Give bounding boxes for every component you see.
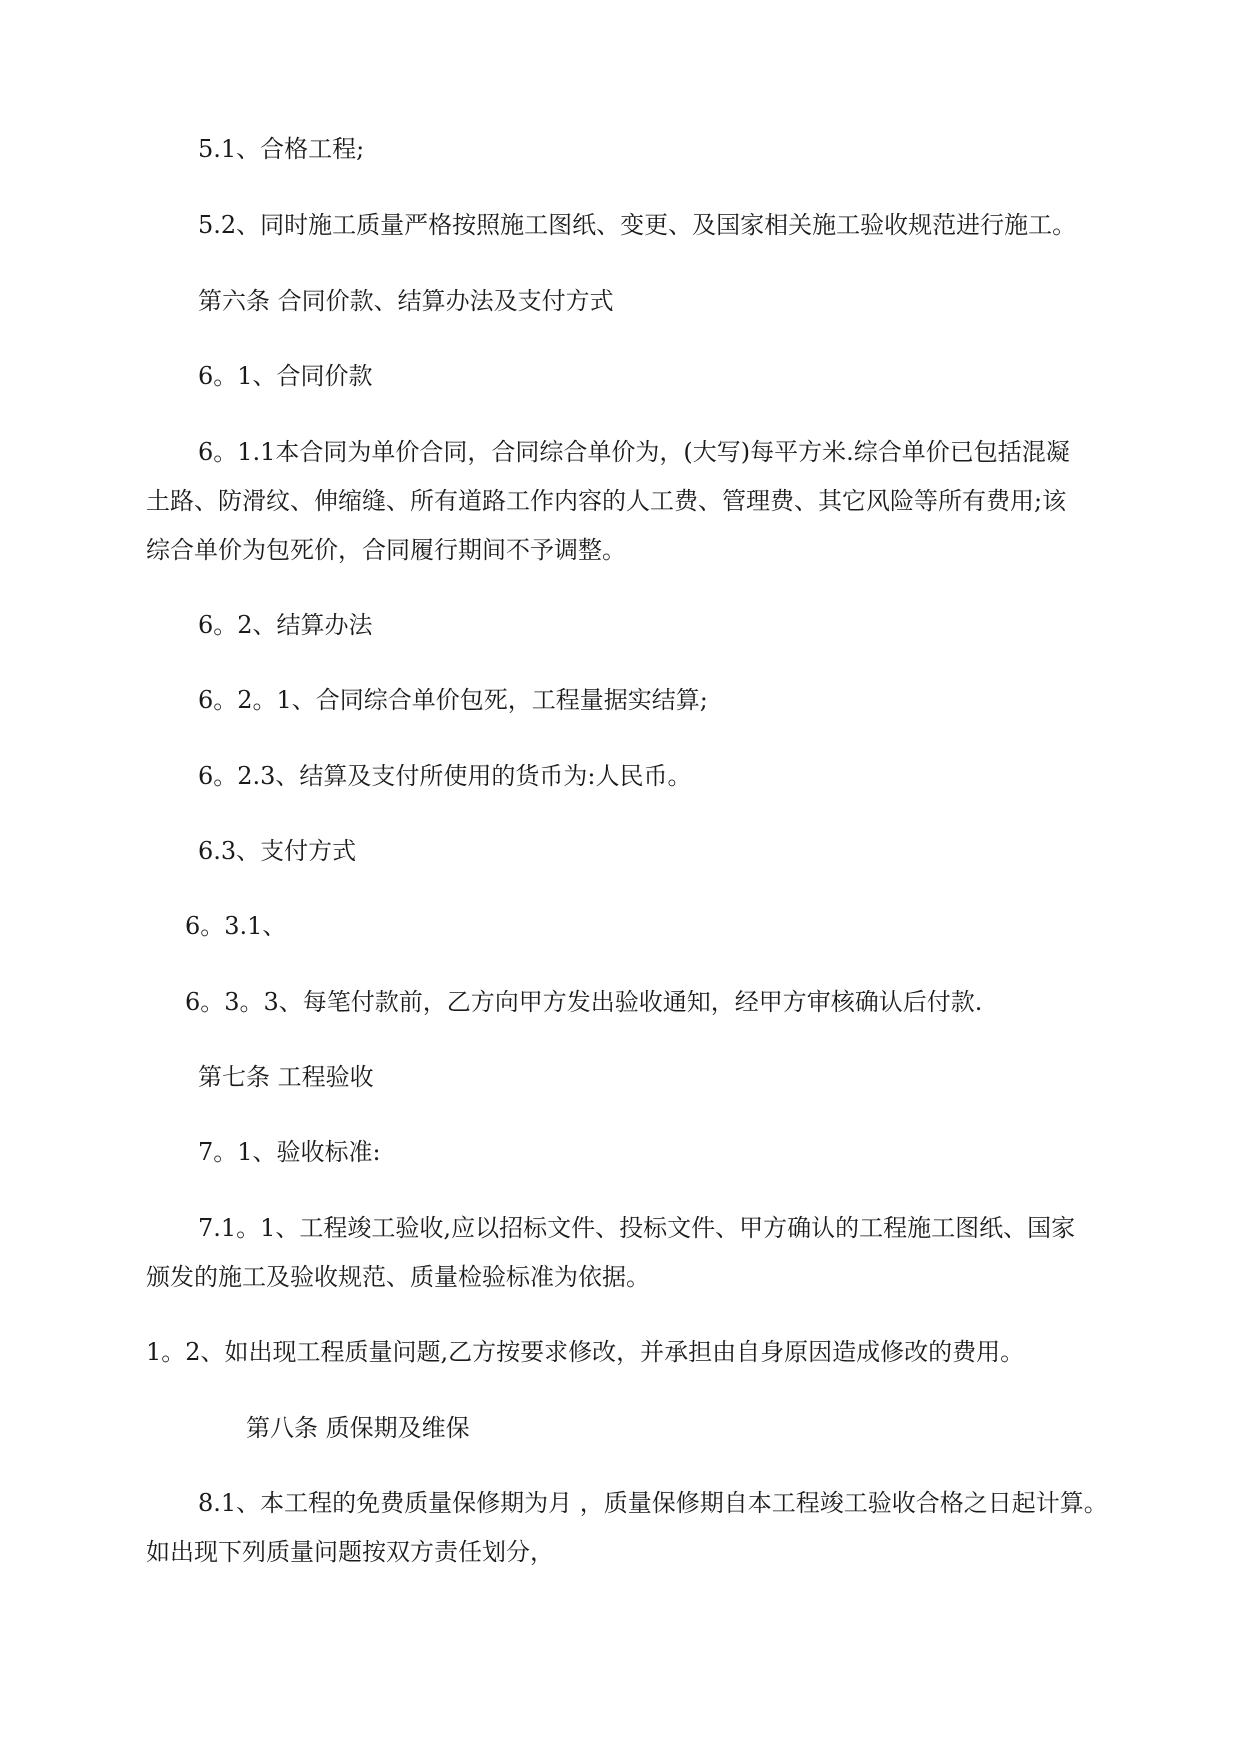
- clause-8-1-line-1: 8.1、本工程的免费质量保修期为月 ，质量保修期自本工程竣工验收合格之日起计算。: [198, 1489, 1108, 1517]
- clause-5-2: 5.2、同时施工质量严格按照施工图纸、变更、及国家相关施工验收规范进行施工。: [198, 211, 1077, 239]
- clause-7-1-1-line-1: 7.1。1、工程竣工验收,应以招标文件、投标文件、甲方确认的工程施工图纸、国家: [198, 1214, 1076, 1242]
- clause-6-1-1-line-3: 综合单价为包死价，合同履行期间不予调整。: [146, 536, 626, 564]
- clause-6-3-3: 6。3。3、每笔付款前，乙方向甲方发出验收通知，经甲方审核确认后付款.: [185, 988, 983, 1016]
- clause-6-1-1-line-1: 6。1.1本合同为单价合同，合同综合单价为，(大写)每平方米.综合单价已包括混凝: [198, 438, 1070, 466]
- clause-6-1-1-line-2: 土路、防滑纹、伸缩缝、所有道路工作内容的人工费、管理费、其它风险等所有费用;该: [146, 487, 1067, 515]
- clause-1-2: 1。2、如出现工程质量问题,乙方按要求修改，并承担由自身原因造成修改的费用。: [146, 1338, 1025, 1366]
- article-8-heading: 第八条 质保期及维保: [246, 1414, 470, 1442]
- clause-8-1-line-2: 如出现下列质量问题按双方责任划分，: [146, 1538, 554, 1566]
- clause-6-2-3: 6。2.3、结算及支付所使用的货币为:人民币。: [198, 762, 692, 790]
- clause-6-1: 6。1、合同价款: [198, 362, 373, 390]
- clause-5-1: 5.1、合格工程;: [198, 135, 365, 163]
- article-7-heading: 第七条 工程验收: [198, 1063, 374, 1091]
- clause-6-3: 6.3、支付方式: [198, 837, 357, 865]
- article-6-heading: 第六条 合同价款、结算办法及支付方式: [198, 287, 614, 315]
- clause-6-2: 6。2、结算办法: [198, 611, 373, 639]
- clause-6-2-1: 6。2。1、合同综合单价包死，工程量据实结算;: [198, 686, 708, 714]
- clause-6-3-1: 6。3.1、: [185, 912, 287, 940]
- clause-7-1-1-line-2: 颁发的施工及验收规范、质量检验标准为依据。: [146, 1263, 650, 1291]
- clause-7-1: 7。1、验收标准:: [198, 1138, 381, 1166]
